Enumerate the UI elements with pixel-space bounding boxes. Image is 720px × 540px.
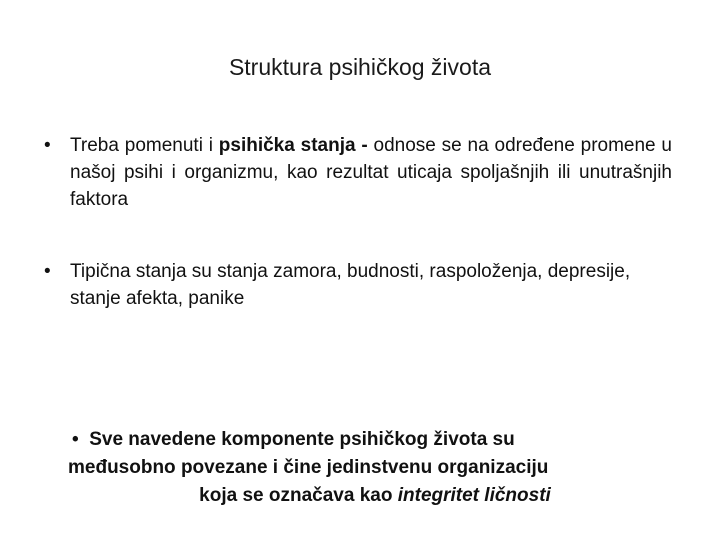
- summary-line-2: međusobno povezane i čine jedinstvenu organizaciju: [68, 457, 549, 478]
- bullet-item-psychic-states: [44, 132, 672, 213]
- bullet-item-typical-states: [44, 258, 672, 312]
- summary-bullet-marker: •: [72, 429, 79, 450]
- bullet-text: Tipična stanja su stanja zamora, budnosti, raspoloženja, depresije, stanje afekta, panike: [70, 261, 631, 309]
- slide-title: Struktura psihičkog života: [228, 54, 492, 80]
- summary-line-1: [60, 426, 690, 454]
- bullet-text: [44, 132, 672, 213]
- summary-statement: [60, 426, 690, 510]
- bullet-text-rest: odnose se na određene promene u našoj psihi i organizmu, kao rezultat uticaja spoljašnjih ili unutrašnjih faktora: [70, 135, 673, 210]
- summary-line-3: [60, 482, 690, 510]
- summary-line-3-text: koja se označava kao: [199, 485, 398, 506]
- bullet-text-lead: Treba pomenuti i: [70, 135, 219, 156]
- bullet-text-bold-term: psihička stanja -: [218, 135, 368, 156]
- summary-line-1-text: Sve navedene komponente psihičkog života su: [89, 429, 515, 450]
- bullet-marker: •: [44, 135, 51, 156]
- summary-italic-term: integritet ličnosti: [397, 485, 551, 506]
- bullet-marker: •: [44, 261, 51, 282]
